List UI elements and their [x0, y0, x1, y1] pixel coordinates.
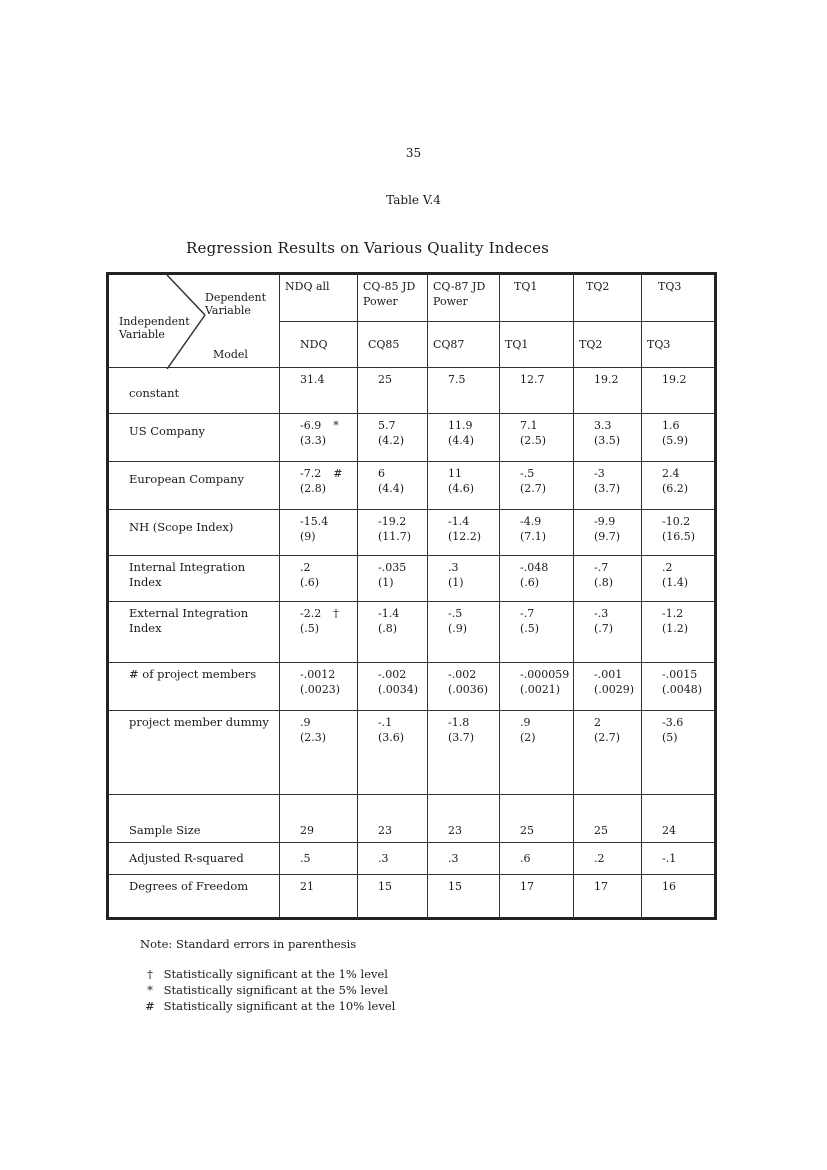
coefficient-value: -3.6: [662, 715, 684, 729]
coefficient-cell: [574, 602, 642, 662]
coefficient-cell: [642, 556, 716, 602]
coefficient-value: 19.2: [594, 373, 619, 387]
statistic-value: 25: [500, 794, 574, 842]
significance-marker: #: [333, 467, 343, 481]
coefficient-value: -7.2: [300, 467, 322, 481]
standard-error-value: (5.9): [662, 434, 689, 448]
standard-error-value: (.8): [594, 576, 614, 590]
independent-variable-name: European Company: [108, 462, 280, 510]
coefficient-cell: [642, 602, 716, 662]
coefficient-cell: [500, 414, 574, 462]
coefficient-cell: [280, 462, 358, 510]
independent-variable-name: constant: [108, 368, 280, 414]
table-notes: [140, 936, 395, 1014]
statistic-value: .6: [500, 842, 574, 874]
coefficient-value: -1.4: [448, 515, 470, 529]
legend-symbol: *: [147, 983, 153, 997]
legend-symbol: #: [145, 999, 155, 1013]
coefficient-value: -.3: [594, 607, 609, 621]
coefficient-value: .9: [520, 715, 531, 729]
standard-error-value: (12.2): [448, 530, 482, 544]
standard-error-value: (.0021): [520, 682, 561, 696]
statistics-row: [108, 874, 716, 918]
coefficient-cell: [280, 662, 358, 710]
coefficient-value: -9.9: [594, 515, 616, 529]
standard-error-value: (9.7): [594, 530, 621, 544]
standard-error-value: (2.8): [300, 482, 327, 496]
coefficient-row: [108, 710, 716, 794]
coefficient-value: 2: [594, 715, 601, 729]
coefficient-row: [108, 510, 716, 556]
coefficient-value: -1.8: [448, 715, 470, 729]
statistics-row: [108, 794, 716, 842]
standard-error-value: (.8): [378, 622, 398, 636]
statistic-value: 15: [428, 874, 500, 918]
coefficient-value: -.5: [448, 607, 463, 621]
coefficient-value: .2: [662, 561, 673, 575]
coefficient-cell: [428, 414, 500, 462]
statistic-value: 17: [574, 874, 642, 918]
coefficient-value: -.001: [594, 667, 623, 681]
coefficient-value: -.000059: [520, 667, 570, 681]
independent-variable-label: Independent Variable: [119, 315, 190, 341]
statistic-value: .3: [358, 842, 428, 874]
coefficient-cell: [428, 710, 500, 794]
standard-error-value: (2.5): [520, 434, 547, 448]
coefficient-cell: [358, 462, 428, 510]
standard-error-value: (.5): [300, 622, 320, 636]
coefficient-row: [108, 462, 716, 510]
independent-variable-name: project member dummy: [108, 710, 280, 794]
standard-error-value: (1.2): [662, 622, 689, 636]
coefficient-value: 1.6: [662, 419, 680, 433]
model-label: Model: [213, 348, 248, 361]
coefficient-value: .3: [448, 561, 459, 575]
independent-variable-name: US Company: [108, 414, 280, 462]
coefficient-value: -3: [594, 467, 605, 481]
model-header: CQ85: [358, 322, 428, 368]
statistic-value: 29: [280, 794, 358, 842]
standard-error-value: (3.5): [594, 434, 621, 448]
independent-variable-name: External Integration Index: [108, 602, 280, 662]
model-header: CQ87: [428, 322, 500, 368]
coefficient-cell: [428, 602, 500, 662]
coefficient-cell: [280, 556, 358, 602]
coefficient-row: [108, 414, 716, 462]
coefficient-value: 5.7: [378, 419, 396, 433]
coefficient-value: -19.2: [378, 515, 407, 529]
page-number: 35: [405, 146, 422, 160]
coefficient-cell: [428, 462, 500, 510]
coefficient-value: -15.4: [300, 515, 329, 529]
standard-error-value: (1): [448, 576, 464, 590]
statistics-row: [108, 842, 716, 874]
coefficient-cell: [358, 662, 428, 710]
standard-error-value: (4.6): [448, 482, 475, 496]
legend-line: [140, 966, 395, 982]
coefficient-value: 7.5: [448, 373, 466, 387]
coefficient-cell: [642, 662, 716, 710]
standard-error-value: (4.4): [448, 434, 475, 448]
standard-error-value: (.9): [448, 622, 468, 636]
statistic-value: -.1: [642, 842, 716, 874]
coefficient-cell: [428, 510, 500, 556]
coefficient-row: [108, 368, 716, 414]
header-corner-cell: [108, 274, 280, 368]
coefficient-cell: [428, 662, 500, 710]
coefficient-cell: [428, 368, 500, 414]
coefficient-value: -.002: [378, 667, 407, 681]
legend-line: [140, 998, 395, 1014]
statistic-value: .5: [280, 842, 358, 874]
standard-error-value: (11.7): [378, 530, 412, 544]
legend-text: Statistically significant at the 5% level: [163, 983, 388, 997]
standard-error-value: (.0023): [300, 682, 341, 696]
coefficient-value: -.5: [520, 467, 535, 481]
model-header: NDQ: [280, 322, 358, 368]
coefficient-value: .2: [300, 561, 311, 575]
statistic-name: Sample Size: [108, 794, 280, 842]
coefficient-value: .9: [300, 715, 311, 729]
coefficient-cell: [500, 462, 574, 510]
dep-var-header: NDQ all: [280, 274, 358, 322]
coefficient-value: 11: [448, 467, 462, 481]
coefficient-cell: [642, 710, 716, 794]
standard-error-value: (.6): [300, 576, 320, 590]
coefficient-cell: [642, 462, 716, 510]
coefficient-cell: [642, 368, 716, 414]
coefficient-value: -.0015: [662, 667, 698, 681]
coefficient-value: -1.2: [662, 607, 684, 621]
coefficient-value: -.035: [378, 561, 407, 575]
dep-var-header: TQ3: [642, 274, 716, 322]
standard-error-value: (3.7): [594, 482, 621, 496]
standard-error-value: (9): [300, 530, 316, 544]
standard-error-value: (.0029): [594, 682, 635, 696]
statistic-value: 17: [500, 874, 574, 918]
standard-error-value: (5): [662, 730, 678, 744]
coefficient-cell: [500, 510, 574, 556]
coefficient-cell: [358, 368, 428, 414]
coefficient-row: [108, 602, 716, 662]
coefficient-value: -10.2: [662, 515, 691, 529]
note-standard-errors: Note: Standard errors in parenthesis: [140, 937, 357, 951]
statistic-value: 23: [358, 794, 428, 842]
coefficient-value: 7.1: [520, 419, 538, 433]
standard-error-value: (.7): [594, 622, 614, 636]
coefficient-cell: [500, 602, 574, 662]
coefficient-value: -4.9: [520, 515, 542, 529]
legend-text: Statistically significant at the 1% level: [163, 967, 388, 981]
independent-variable-name: NH (Scope Index): [108, 510, 280, 556]
coefficient-value: -.002: [448, 667, 477, 681]
dep-var-header: CQ-85 JD Power: [358, 274, 428, 322]
significance-marker: †: [333, 607, 339, 621]
standard-error-value: (.6): [520, 576, 540, 590]
coefficient-value: -1.4: [378, 607, 400, 621]
statistic-value: 24: [642, 794, 716, 842]
coefficient-cell: [280, 414, 358, 462]
coefficient-cell: [358, 602, 428, 662]
coefficient-cell: [428, 556, 500, 602]
coefficient-cell: [500, 556, 574, 602]
standard-error-value: (3.3): [300, 434, 327, 448]
statistic-value: 23: [428, 794, 500, 842]
legend-symbol: †: [147, 967, 153, 981]
coefficient-cell: [574, 368, 642, 414]
standard-error-value: (3.6): [378, 730, 405, 744]
standard-error-value: (.0036): [448, 682, 489, 696]
statistic-value: .2: [574, 842, 642, 874]
standard-error-value: (1): [378, 576, 394, 590]
dep-var-header: CQ-87 JD Power: [428, 274, 500, 322]
legend-line: [140, 982, 395, 998]
standard-error-value: (16.5): [662, 530, 696, 544]
coefficient-cell: [280, 510, 358, 556]
coefficient-value: 6: [378, 467, 385, 481]
coefficient-value: -.7: [520, 607, 535, 621]
coefficient-cell: [574, 462, 642, 510]
standard-error-value: (1.4): [662, 576, 689, 590]
statistic-name: Degrees of Freedom: [108, 874, 280, 918]
coefficient-value: -.048: [520, 561, 549, 575]
coefficient-value: 25: [378, 373, 392, 387]
coefficient-value: -.7: [594, 561, 609, 575]
coefficient-cell: [642, 510, 716, 556]
standard-error-value: (3.7): [448, 730, 475, 744]
coefficient-cell: [642, 414, 716, 462]
coefficient-value: 31.4: [300, 373, 325, 387]
coefficient-value: 3.3: [594, 419, 612, 433]
standard-error-value: (2): [520, 730, 536, 744]
coefficient-cell: [358, 510, 428, 556]
coefficient-value: -.0012: [300, 667, 336, 681]
statistic-value: 21: [280, 874, 358, 918]
coefficient-cell: [574, 510, 642, 556]
coefficient-value: 12.7: [520, 373, 545, 387]
table-label: Table V.4: [386, 193, 441, 207]
coefficient-cell: [358, 414, 428, 462]
coefficient-cell: [280, 710, 358, 794]
independent-variable-name: # of project members: [108, 662, 280, 710]
legend-text: Statistically significant at the 10% level: [163, 999, 396, 1013]
standard-error-value: (7.1): [520, 530, 547, 544]
statistic-value: 16: [642, 874, 716, 918]
coefficient-value: -.1: [378, 715, 393, 729]
model-header: TQ1: [500, 322, 574, 368]
dep-var-header: TQ2: [574, 274, 642, 322]
model-header: TQ2: [574, 322, 642, 368]
model-header: TQ3: [642, 322, 716, 368]
regression-table: [106, 272, 717, 920]
coefficient-cell: [574, 414, 642, 462]
standard-error-value: (4.4): [378, 482, 405, 496]
coefficient-cell: [574, 556, 642, 602]
coefficient-row: [108, 556, 716, 602]
statistic-name: Adjusted R-squared: [108, 842, 280, 874]
standard-error-value: (2.7): [520, 482, 547, 496]
standard-error-value: (4.2): [378, 434, 405, 448]
coefficient-cell: [500, 710, 574, 794]
table-title: Regression Results on Various Quality Indeces: [186, 239, 550, 257]
coefficient-cell: [280, 602, 358, 662]
standard-error-value: (6.2): [662, 482, 689, 496]
coefficient-row: [108, 662, 716, 710]
dependent-variable-label: Dependent Variable: [205, 291, 267, 317]
statistic-value: 15: [358, 874, 428, 918]
standard-error-value: (2.3): [300, 730, 327, 744]
coefficient-value: 11.9: [448, 419, 473, 433]
coefficient-cell: [280, 368, 358, 414]
coefficient-cell: [574, 662, 642, 710]
coefficient-cell: [358, 710, 428, 794]
coefficient-value: 19.2: [662, 373, 687, 387]
coefficient-cell: [500, 662, 574, 710]
standard-error-value: (.0048): [662, 682, 703, 696]
statistic-value: .3: [428, 842, 500, 874]
dep-var-header: TQ1: [500, 274, 574, 322]
coefficient-cell: [574, 710, 642, 794]
coefficient-cell: [500, 368, 574, 414]
coefficient-value: -6.9: [300, 419, 322, 433]
significance-marker: *: [333, 419, 339, 433]
standard-error-value: (2.7): [594, 730, 621, 744]
coefficient-value: -2.2: [300, 607, 322, 621]
independent-variable-name: Internal Integration Index: [108, 556, 280, 602]
statistic-value: 25: [574, 794, 642, 842]
header-dependent-row: [108, 274, 716, 322]
coefficient-value: 2.4: [662, 467, 680, 481]
standard-error-value: (.0034): [378, 682, 419, 696]
standard-error-value: (.5): [520, 622, 540, 636]
coefficient-cell: [358, 556, 428, 602]
